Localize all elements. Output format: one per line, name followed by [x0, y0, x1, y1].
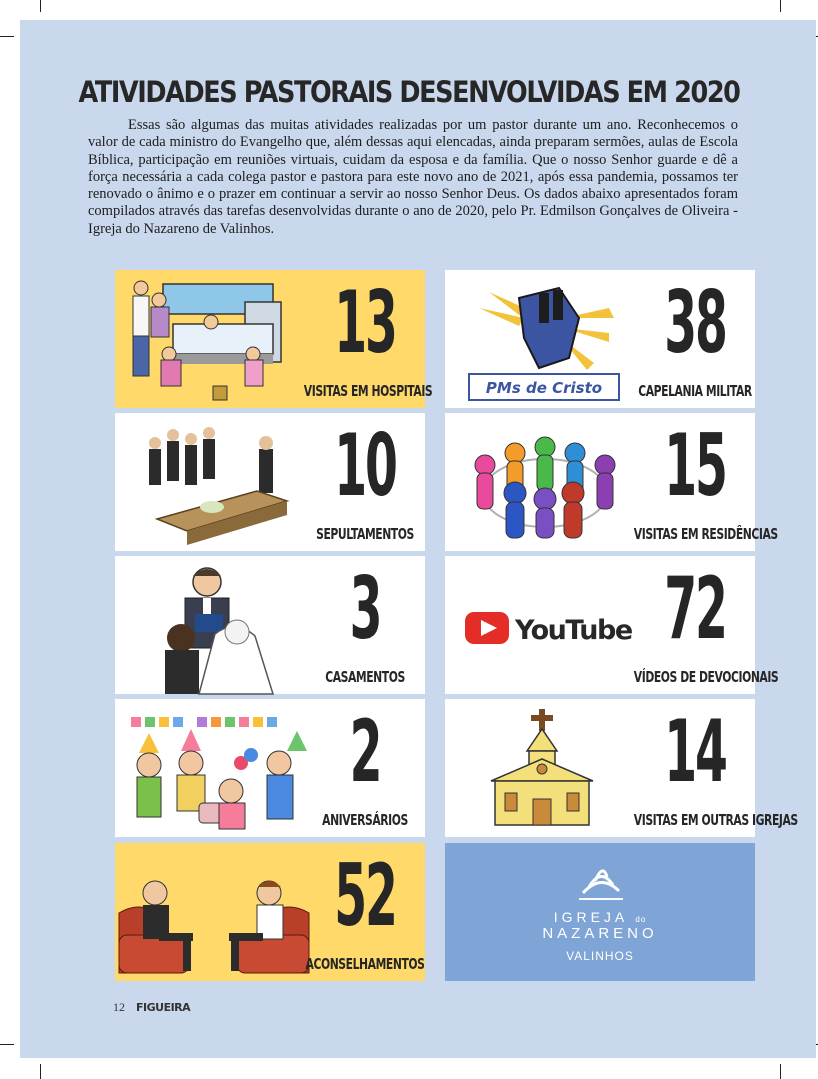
stat-label: CAPELANIA MILITAR — [638, 382, 752, 400]
crop-mark — [40, 1064, 41, 1079]
stat-card-other-churches — [445, 699, 798, 837]
stat-label: SEPULTAMENTOS — [316, 525, 414, 543]
stat-card-youtube — [445, 556, 779, 694]
stat-card-hospitals — [115, 270, 433, 408]
brand-do: do — [635, 915, 647, 924]
wedding-illustration — [155, 558, 295, 694]
stat-number: 3 — [349, 559, 381, 659]
hospital-visit-illustration — [123, 274, 303, 406]
stat-number: 10 — [334, 416, 396, 516]
brand-line-2: NAZARENO — [542, 925, 658, 942]
crop-mark — [780, 1064, 781, 1079]
stat-number: 2 — [349, 702, 381, 802]
stat-label: VISITAS EM HOSPITAIS — [303, 382, 433, 400]
stat-label: VÍDEOS DE DEVOCIONAIS — [633, 668, 779, 686]
crop-mark — [780, 0, 781, 12]
stat-card-birthdays — [115, 699, 425, 837]
funeral-illustration — [137, 419, 307, 545]
stat-label: ACONSELHAMENTOS — [305, 955, 425, 973]
brand-line-3: VALINHOS — [566, 949, 634, 963]
stat-card-home-visits — [445, 413, 778, 551]
stat-number: 52 — [334, 846, 396, 946]
stat-card-counseling — [115, 843, 425, 981]
crop-mark — [0, 1044, 14, 1045]
stat-card-funerals — [115, 413, 425, 551]
church-illustration — [487, 709, 597, 829]
crop-mark — [40, 0, 41, 12]
stat-label: CASAMENTOS — [325, 668, 405, 686]
flame-dove-icon — [573, 863, 629, 903]
stat-label: VISITAS EM OUTRAS IGREJAS — [633, 811, 798, 829]
pms-de-cristo-logo — [469, 278, 619, 406]
brand-line-1 — [445, 909, 755, 925]
intro-paragraph: Essas são algumas das muitas atividades realizadas por um pastor durante um ano. Reconhecemos o valor de cada ministro do Evangelho que, além dessas aqui elencadas, ainda preparam sermões, aulas de Escola Bíblica, participação em reuniões virtuais, cuidam da esposa e da família. Que o nosso Senhor guarde e dê a força necessária a cada colega pastor e pastora para este novo ano de 2021, após essa pandemia, possamos ter renovado o ânimo e o prazer em continuar a servir ao nosso Senhor Deus. Os dados abaixo apresentados foram compilados através das tarefas desenvolvidas durante o ano de 2020, pelo Pr. Edmilson Gonçalves de Oliveira - Igreja do Nazareno de Valinhos. — [88, 117, 738, 237]
stat-label: VISITAS EM RESIDÊNCIAS — [633, 525, 778, 543]
stat-number: 14 — [664, 702, 726, 802]
church-brand-tile — [445, 843, 755, 981]
page-title: ATIVIDADES PASTORAIS DESENVOLVIDAS EM 2020 — [78, 75, 740, 109]
stat-number: 38 — [664, 273, 726, 373]
brand-igreja: IGREJA — [553, 909, 628, 925]
logo-text: YouTube — [515, 615, 632, 646]
stat-label: ANIVERSÁRIOS — [322, 811, 408, 829]
youtube-logo — [463, 608, 632, 648]
stat-number: 15 — [664, 416, 726, 516]
stat-card-military — [445, 270, 755, 408]
logo-text: PMs de Cristo — [485, 379, 603, 397]
crop-mark — [0, 36, 14, 37]
birthday-party-illustration — [119, 703, 309, 833]
stat-card-weddings — [115, 556, 425, 694]
page-footer — [113, 1000, 190, 1015]
counseling-illustration — [119, 873, 309, 977]
stat-number: 72 — [664, 559, 726, 659]
stat-number: 13 — [334, 273, 396, 373]
people-circle-illustration — [455, 423, 635, 543]
page-number: 12 — [113, 1000, 125, 1014]
magazine-name: FIGUEIRA — [136, 1001, 191, 1014]
